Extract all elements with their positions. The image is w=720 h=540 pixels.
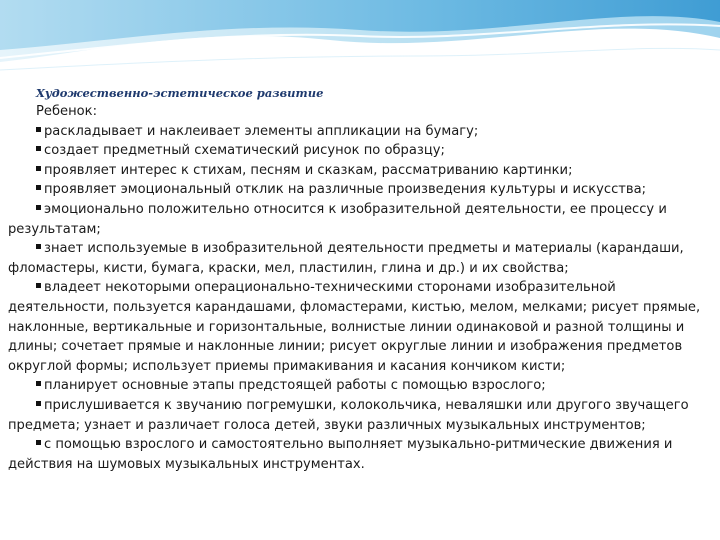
bullet-icon	[36, 381, 41, 386]
decorative-wave-banner	[0, 0, 720, 75]
bullet-icon	[36, 440, 41, 445]
list-item-text: владеет некоторыми операционально-техническими сторонами изобразительной деятельности, пользуется карандашами, фломастерами, кистью, мелом, мелками; рисует прямые, наклонные, вертикальные и горизонтальные, волнистые линии одинаковой и разной толщины и длины; сочетает прямые и наклонные линии; рисует округлые линии и изображения предметов округлой формы; использует приемы примакивания и касания кончиком кисти;	[8, 280, 701, 374]
list-item	[8, 200, 713, 239]
list-item	[8, 122, 713, 142]
list-item-text: проявляет интерес к стихам, песням и сказкам, рассматриванию картинки;	[44, 162, 573, 178]
bullet-icon	[36, 127, 41, 132]
list-item-text: планирует основные этапы предстоящей работы с помощью взрослого;	[44, 378, 546, 394]
main-content	[8, 84, 713, 474]
skills-list	[8, 122, 713, 475]
list-item-text: раскладывает и наклеивает элементы аппликации на бумагу;	[44, 123, 479, 139]
list-item	[8, 180, 713, 200]
bullet-icon	[36, 146, 41, 151]
list-item	[8, 239, 713, 278]
list-item-text: знает используемые в изобразительной деятельности предметы и материалы (карандаши, фломастеры, кисти, бумага, краски, мел, пластилин, глина и др.) и их свойства;	[8, 241, 684, 276]
section-title: Художественно-эстетическое развитие	[36, 86, 324, 100]
list-item	[8, 435, 713, 474]
intro-text: Ребенок:	[36, 104, 97, 119]
list-item-text: эмоционально положительно относится к изобразительной деятельности, ее процессу и результатам;	[8, 201, 667, 237]
list-item-text: прислушивается к звучанию погремушки, колокольчика, неваляшки или другого звучащего предмета; узнает и различает голоса детей, звуки различных музыкальных инструментов;	[8, 397, 689, 433]
bullet-icon	[36, 401, 41, 406]
list-item-text: проявляет эмоциональный отклик на различные произведения культуры и искусства;	[44, 182, 647, 198]
list-item	[8, 396, 713, 435]
list-item-text: создает предметный схематический рисунок по образцу;	[44, 143, 445, 159]
list-item	[8, 141, 713, 161]
list-item-text: с помощью взрослого и самостоятельно выполняет музыкально-ритмические движения и действия на шумовых музыкальных инструментах.	[8, 437, 673, 472]
list-item	[8, 376, 713, 396]
bullet-icon	[36, 185, 41, 190]
bullet-icon	[36, 244, 41, 249]
bullet-icon	[36, 283, 41, 288]
list-item	[8, 278, 713, 376]
bullet-icon	[36, 166, 41, 171]
list-item	[8, 161, 713, 181]
bullet-icon	[36, 205, 41, 210]
